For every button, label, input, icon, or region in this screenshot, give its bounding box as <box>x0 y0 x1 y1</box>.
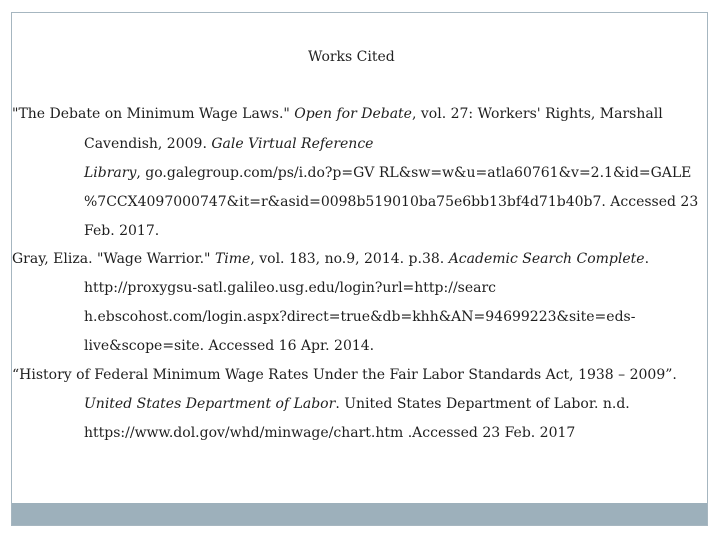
citation-1-line-3: Library, go.galegroup.com/ps/i.do?p=GV RL&sw=w&u=atla60761&v=2.1&id=GALE <box>84 165 692 181</box>
citation-3-line-2: United States Department of Labor. United States Department of Labor. n.d. <box>84 396 630 412</box>
slide-footer-bar <box>12 503 707 525</box>
citation-1-line-4: %7CCX4097000747&it=r&asid=0098b519010ba75e6bb13bf4d71b40b7. Accessed 23 <box>84 194 699 210</box>
citation-2-line-4: live&scope=site. Accessed 16 Apr. 2014. <box>84 338 375 354</box>
citation-3-line-3: https://www.dol.gov/whd/minwage/chart.htm .Accessed 23 Feb. 2017 <box>84 425 576 441</box>
citation-2-line-1: Gray, Eliza. "Wage Warrior." Time, vol. 183, no.9, 2014. p.38. Academic Search Complete. <box>12 251 650 267</box>
slide <box>11 12 708 526</box>
page-title: Works Cited <box>308 49 395 65</box>
citation-2-line-3: h.ebscohost.com/login.aspx?direct=true&db=khh&AN=94699223&site=eds- <box>84 309 636 325</box>
citation-3-line-1: “History of Federal Minimum Wage Rates Under the Fair Labor Standards Act, 1938 – 2009”. <box>12 367 677 383</box>
citation-1-line-1: "The Debate on Minimum Wage Laws." Open for Debate, vol. 27: Workers' Rights, Marshall <box>12 106 663 122</box>
citation-2-line-2: http://proxygsu-satl.galileo.usg.edu/login?url=http://searc <box>84 280 497 296</box>
citation-1-line-5: Feb. 2017. <box>84 223 160 239</box>
citation-1-line-2: Cavendish, 2009. Gale Virtual Reference <box>84 136 374 152</box>
